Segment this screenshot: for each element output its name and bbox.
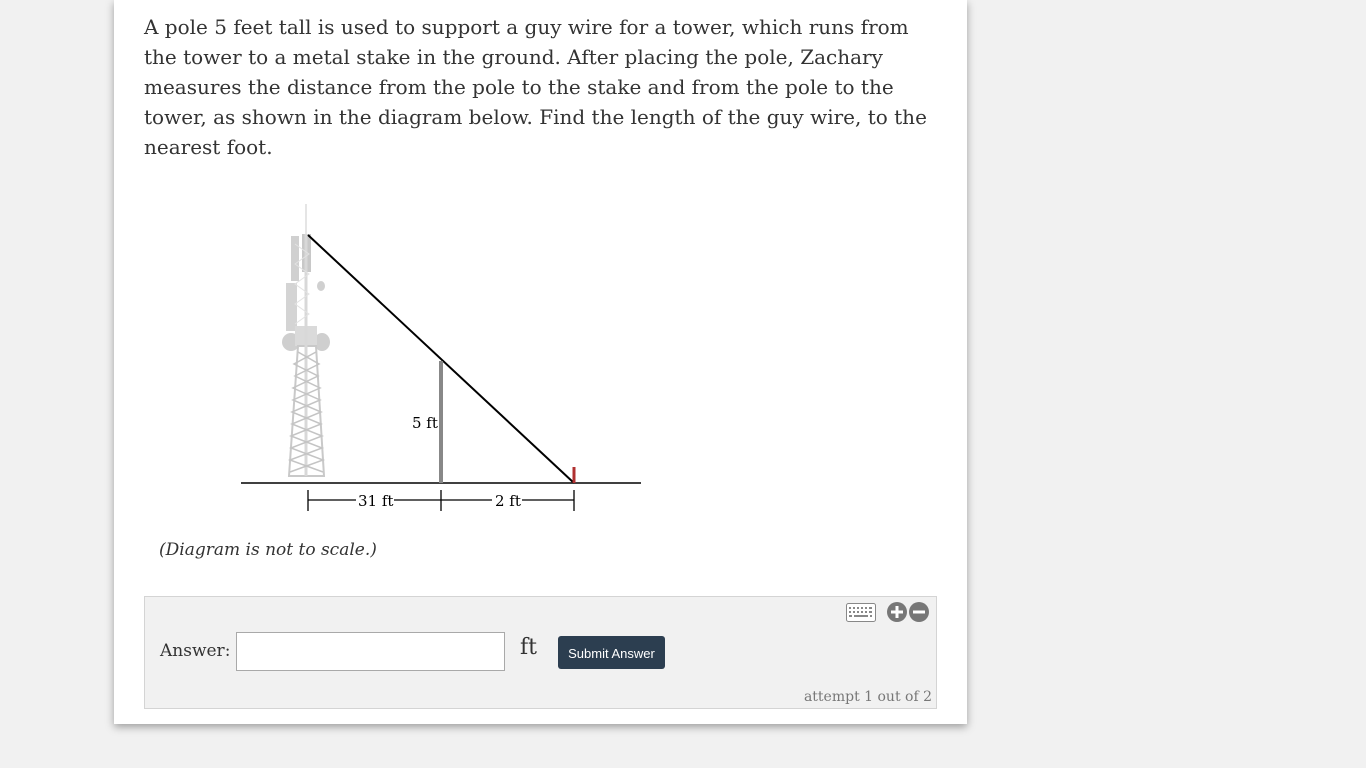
keyboard-icon[interactable]: [846, 603, 876, 622]
diagram: [114, 0, 967, 540]
zoom-out-icon[interactable]: [909, 602, 929, 622]
answer-input[interactable]: [236, 632, 505, 671]
tower-icon: [282, 204, 330, 476]
submit-answer-button[interactable]: Submit Answer: [558, 636, 665, 669]
right-distance-label: 2 ft: [495, 492, 521, 510]
question-text: A pole 5 feet tall is used to support a guy wire for a tower, which runs from the tower to a metal stake in the ground. After placing the pole, Zachary measures the distance from the pole to the stake and from the pole to the tower, as shown in the diagram below. Find the length of the guy wire, to the nearest foot.: [144, 15, 927, 159]
left-distance-label: 31 ft: [358, 492, 394, 510]
question-card: [114, 0, 967, 724]
zoom-in-icon[interactable]: [887, 602, 907, 622]
attempt-counter: attempt 1 out of 2: [803, 689, 932, 705]
measurement-bar: [308, 490, 574, 511]
diagram-caption: (Diagram is not to scale.): [159, 540, 377, 560]
answer-panel: [144, 596, 937, 709]
answer-unit: ft: [520, 635, 537, 660]
pole-height-label: 5 ft: [412, 414, 438, 432]
answer-label: Answer:: [160, 641, 231, 661]
